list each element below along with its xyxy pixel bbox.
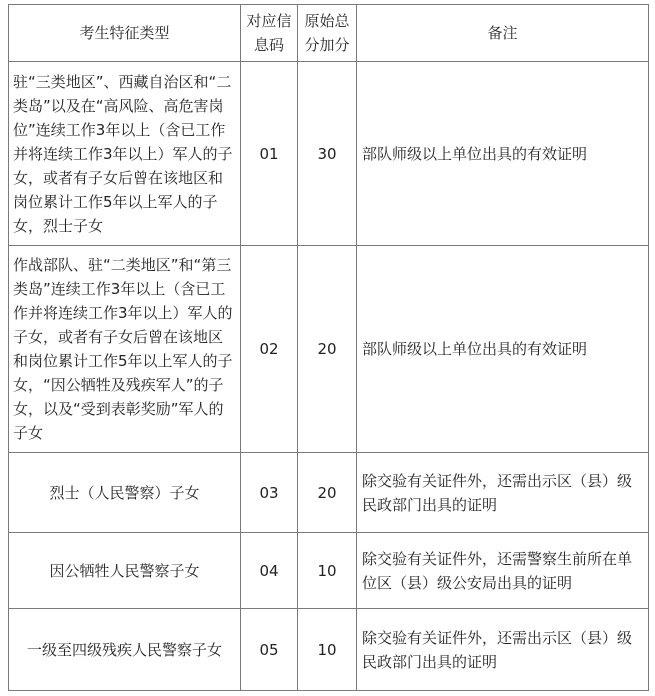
header-score: 原始总分加分 [298, 5, 357, 62]
cell-type: 烈士（人民警察）子女 [9, 453, 241, 533]
header-note: 备注 [357, 5, 649, 62]
cell-type: 因公牺牲人民警察子女 [9, 533, 241, 609]
cell-note: 除交验有关证件外，还需出示区（县）级民政部门出具的证明 [357, 609, 649, 691]
cell-note: 除交验有关证件外，还需出示区（县）级民政部门出具的证明 [357, 453, 649, 533]
table-row [9, 246, 649, 453]
cell-score: 20 [298, 453, 357, 533]
table-row [9, 533, 649, 609]
cell-code: 01 [241, 62, 298, 246]
cell-code: 03 [241, 453, 298, 533]
table-row [9, 609, 649, 691]
cell-note: 部队师级以上单位出具的有效证明 [357, 246, 649, 453]
cell-code: 04 [241, 533, 298, 609]
cell-code: 02 [241, 246, 298, 453]
table-row [9, 62, 649, 246]
cell-score: 10 [298, 609, 357, 691]
bonus-points-table [8, 4, 649, 691]
cell-score: 30 [298, 62, 357, 246]
cell-type: 驻“三类地区”、西藏自治区和“二类岛”以及在“高风险、高危害岗位”连续工作3年以上（含已工作并将连续工作3年以上）军人的子女，或者有子女后曾在该地区和岗位累计工作5年以上军人的子女，烈士子女 [9, 62, 241, 246]
table-row [9, 453, 649, 533]
cell-score: 20 [298, 246, 357, 453]
cell-note: 部队师级以上单位出具的有效证明 [357, 62, 649, 246]
cell-type: 一级至四级残疾人民警察子女 [9, 609, 241, 691]
cell-type: 作战部队、驻“二类地区”和“第三类岛”连续工作3年以上（含已工作并将连续工作3年以上）军人的子女，或者有子女后曾在该地区和岗位累计工作5年以上军人的子女，“因公牺牲及残疾军人”的子女，以及“受到表彰奖励”军人的子女 [9, 246, 241, 453]
header-type: 考生特征类型 [9, 5, 241, 62]
header-code: 对应信息码 [241, 5, 298, 62]
table-header-row [9, 5, 649, 62]
cell-note: 除交验有关证件外，还需警察生前所在单位区（县）级公安局出具的证明 [357, 533, 649, 609]
cell-score: 10 [298, 533, 357, 609]
cell-code: 05 [241, 609, 298, 691]
